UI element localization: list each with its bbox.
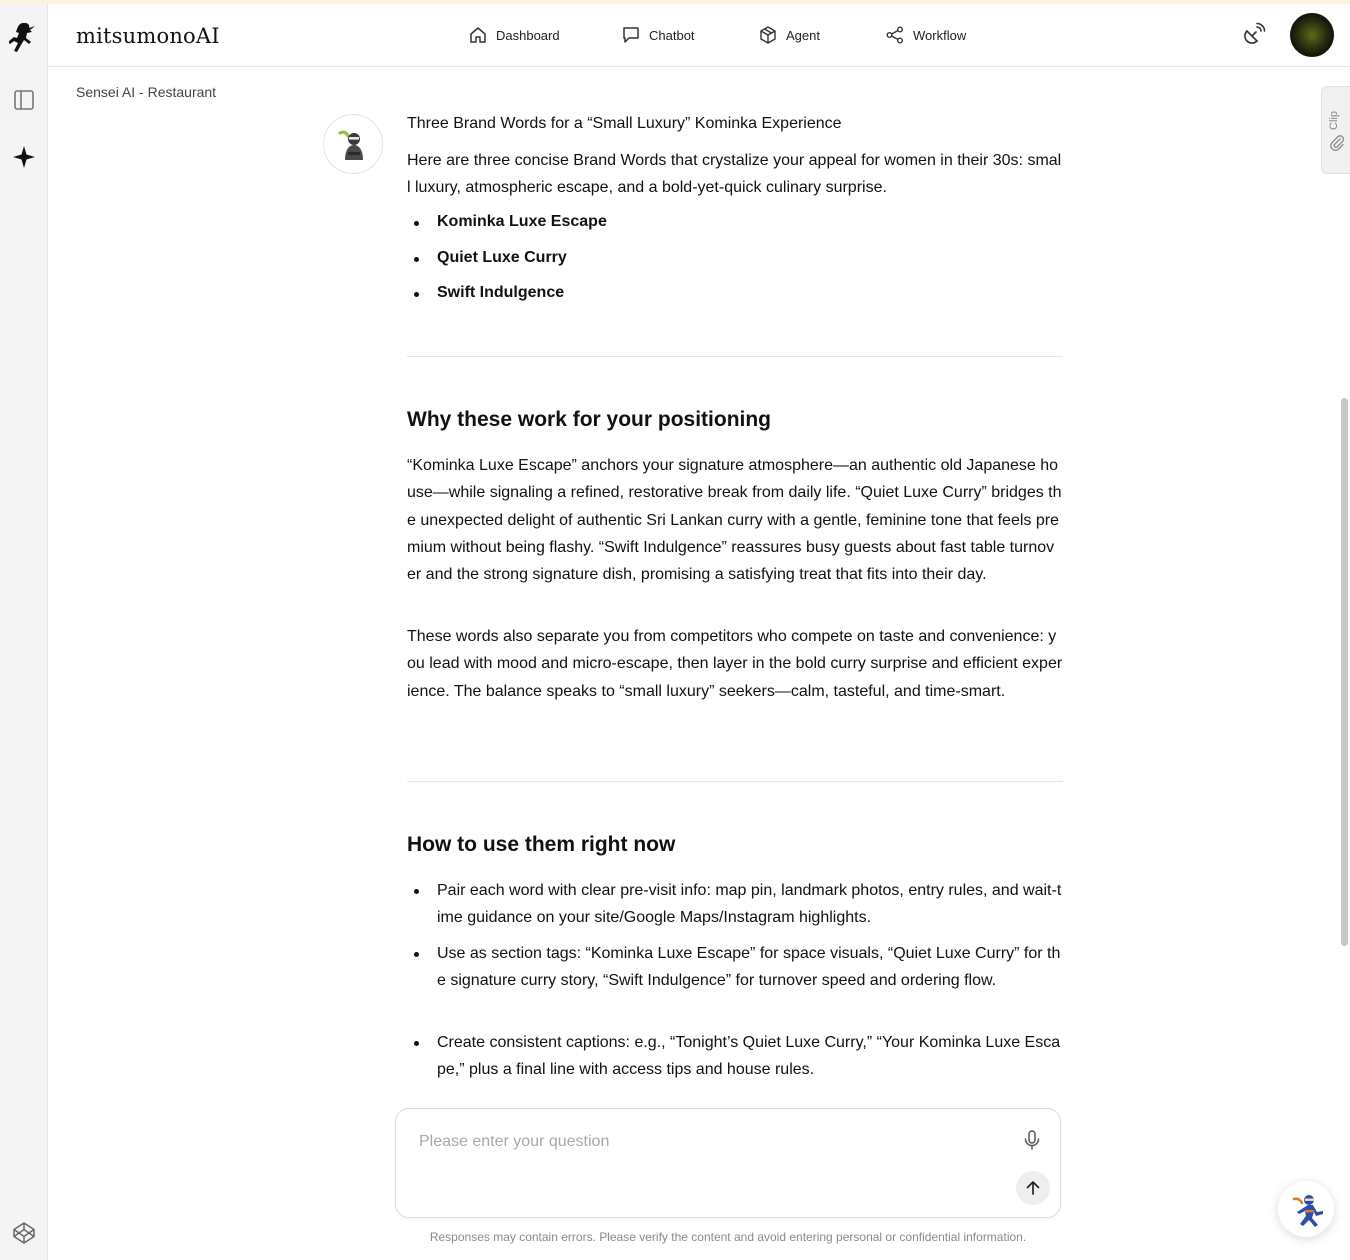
clip-label: Clip xyxy=(1328,111,1340,130)
codepen-cube-icon[interactable] xyxy=(9,1218,39,1248)
bullet-dot xyxy=(414,292,419,297)
share-nodes-icon xyxy=(885,25,905,45)
brand-word-3: Swift Indulgence xyxy=(437,284,565,301)
ninja-mascot-icon xyxy=(1287,1190,1325,1228)
cube-icon xyxy=(758,25,778,45)
bullet-dot xyxy=(414,1041,419,1046)
send-button[interactable] xyxy=(1016,1171,1050,1205)
why-paragraph-1-text: “Kominka Luxe Escape” anchors your signature atmosphere—an authentic old Japanese house—while signaling a refined, restorative break from daily life. “Quiet Luxe Curry” bridges the unexpected delight of authentic Sri Lankan curry with a gentle, feminine tone that feels premium without being flashy. “Swift Indulgence” reassures busy guests about fast table turnover and the strong signature dish, promising a satisfying treat that fits into their day. xyxy=(407,457,1062,584)
why-paragraph-2 xyxy=(407,623,1063,705)
section-heading-how: How to use them right now xyxy=(407,833,676,856)
nav-agent-label: Agent xyxy=(786,27,820,43)
why-paragraph-1 xyxy=(407,452,1063,588)
bullet-dot xyxy=(414,952,419,957)
assistant-fab-button[interactable] xyxy=(1278,1181,1334,1237)
bullet-dot xyxy=(414,221,419,226)
sparkle-icon[interactable] xyxy=(9,142,39,172)
nav-workflow-label: Workflow xyxy=(913,27,967,43)
nav-dashboard[interactable] xyxy=(468,4,560,66)
top-header xyxy=(48,4,1350,67)
divider xyxy=(407,356,1063,357)
bot-avatar xyxy=(323,114,383,174)
breadcrumb[interactable]: Sensei AI - Restaurant xyxy=(76,84,217,100)
scrollbar-thumb[interactable] xyxy=(1341,398,1348,946)
user-avatar[interactable] xyxy=(1290,13,1334,57)
nav-chatbot-label: Chatbot xyxy=(649,27,695,43)
chat-input-box xyxy=(395,1108,1061,1218)
list-item: Create consistent captions: e.g., “Tonight’s Quiet Luxe Curry,” “Your Kominka Luxe Escape,” plus a final line with access tips and house rules. xyxy=(437,1034,1061,1078)
nav-agent[interactable] xyxy=(758,4,820,66)
message-title: Three Brand Words for a “Small Luxury” Kominka Experience xyxy=(407,115,842,132)
divider xyxy=(407,781,1063,782)
clip-tab[interactable] xyxy=(1321,86,1350,174)
arrow-up-icon xyxy=(1024,1179,1042,1197)
intro-paragraph: Here are three concise Brand Words that crystalize your appeal for women in their 30s: small luxury, atmospheric escape, and a bold-yet-quick culinary surprise. xyxy=(407,152,1062,197)
why-paragraph-2-text: These words also separate you from competitors who compete on taste and convenience: you lead with mood and micro-escape, then layer in the bold curry surprise and efficient experience. The balance speaks to “small luxury” seekers—calm, tasteful, and time-smart. xyxy=(407,628,1063,700)
content-fade xyxy=(380,1090,1080,1110)
sidebar-toggle-icon[interactable] xyxy=(9,85,39,115)
question-input[interactable] xyxy=(419,1131,999,1153)
bullet-dot xyxy=(414,257,419,262)
disclaimer-text: Responses may contain errors. Please verify the content and avoid entering personal or confidential information. xyxy=(429,1230,1027,1244)
message-intro xyxy=(407,147,1063,202)
brand-word-1: Kominka Luxe Escape xyxy=(437,213,607,230)
ninja-logo-icon[interactable] xyxy=(9,22,39,52)
nav-chatbot[interactable] xyxy=(621,4,695,66)
home-icon xyxy=(468,25,488,45)
left-rail xyxy=(0,4,48,1260)
nav-dashboard-label: Dashboard xyxy=(496,27,560,43)
paperclip-icon xyxy=(1329,135,1345,151)
bullet-dot xyxy=(414,889,419,894)
brand-word-2: Quiet Luxe Curry xyxy=(437,249,567,266)
ninja-bot-icon xyxy=(336,126,370,162)
microphone-icon[interactable] xyxy=(1020,1128,1044,1152)
list-item: Pair each word with clear pre-visit info: map pin, landmark photos, entry rules, and wait-time guidance on your site/Google Maps/Instagram highlights. xyxy=(437,882,1062,926)
chat-bubble-icon xyxy=(621,25,641,45)
brand-name[interactable]: mitsumonoAI xyxy=(76,24,220,48)
nav-workflow[interactable] xyxy=(885,4,966,66)
section-heading-why: Why these work for your positioning xyxy=(407,408,772,431)
list-item: Use as section tags: “Kominka Luxe Escape” for space visuals, “Quiet Luxe Curry” for the signature curry story, “Swift Indulgence” for turnover speed and ordering flow. xyxy=(437,945,1061,989)
satellite-icon[interactable] xyxy=(1242,22,1266,51)
